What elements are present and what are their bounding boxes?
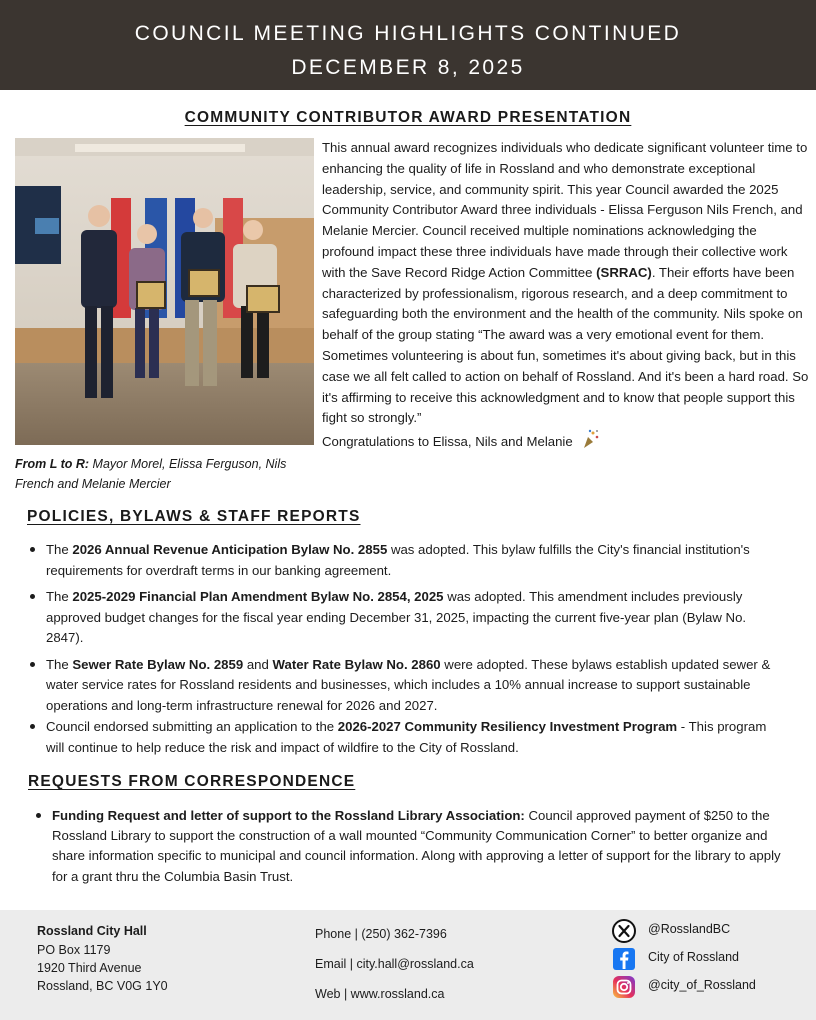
caption-names: Mayor Morel, Elissa Ferguson, Nils French and Melanie Mercier [15,457,287,491]
list-item [28,587,778,649]
address-line: 1920 Third Avenue [37,961,142,975]
address-block [37,922,168,995]
requests-list [34,806,784,887]
item-text: Council approved payment of $250 to the Rossland Library to support the construction of a wall mounted “Community Communication Corner” to better organize and share information specific to municipal and council information. Along with approving a letter of support for the library to apply for a grant thru the Columbia Basin Trust. [52,808,781,884]
contact-block [315,925,474,1015]
website-link[interactable]: Web | www.rossland.ca [315,987,445,1001]
list-item [28,655,778,717]
item-text: and [243,656,273,672]
caption-lead: From L to R: [15,457,90,471]
x-handle: @RosslandBC [648,922,731,936]
item-text: The [46,542,73,557]
congratulations-line: Congratulations to Elissa, Nils and Melanie [322,434,573,450]
award-body [322,138,812,453]
award-photo [15,138,314,445]
address-line: PO Box 1179 [37,943,111,957]
phone-number[interactable]: Phone | (250) 362-7396 [315,927,447,941]
list-item [28,717,778,758]
header-title: COUNCIL MEETING HIGHLIGHTS CONTINUED [134,22,682,45]
org-name: Rossland City Hall [37,924,147,938]
program-name: 2026-2027 Community Resiliency Investment Program [337,719,678,734]
item-text: were adopted. These bylaws establish updated sewer & water service rates for Rossland residents and businesses, which includes a 10% annual increase to support sustainable operations and long-term infrastructure renewal for 2026 and 2027. [46,656,771,713]
email-link[interactable]: Email | city.hall@rossland.ca [315,957,474,971]
confetti-icon [582,429,600,449]
page-footer [0,910,816,1020]
item-text: was adopted. This amendment includes previously approved budget changes for the fiscal year ending December 31, 2025, impacting the current five-year plan (Bylaw No. 2847). [46,589,747,645]
page-header [0,0,816,90]
policies-section-title: POLICIES, BYLAWS & STAFF REPORTS [27,508,361,525]
item-text: - This program will continue to help reduce the risk and impact of wildfire to the City of Rossland. [46,719,767,755]
award-body-text: This annual award recognizes individuals who dedicate significant volunteer time to enhancing the quality of life in Rossland and who demonstrate exceptional leadership, service, and community spirit. This year Council awarded the 2025 Community Contributor Award three individuals - Elissa Ferguson Nils French, and Melanie Mercier. Council received multiple nominations acknowledging the profound impact these three individuals have made through their collective work with the Save Record Ridge Action Committee [322,140,808,280]
bylaw-name: 2026 Annual Revenue Anticipation Bylaw No. 2855 [72,542,388,557]
facebook-icon [612,947,636,971]
bylaw-name: Water Rate Bylaw No. 2860 [272,656,441,672]
facebook-handle: City of Rossland [648,950,740,964]
list-item [34,806,784,887]
bylaw-name: 2025-2029 Financial Plan Amendment Bylaw No. 2854, 2025 [72,589,444,604]
x-icon [612,919,636,943]
policies-list [28,540,778,764]
item-text: The [46,589,73,604]
instagram-handle: @city_of_Rossland [648,978,756,992]
requests-section-title: REQUESTS FROM CORRESPONDENCE [28,773,356,790]
photo-caption [15,454,315,494]
item-text: Council endorsed submitting an application to the [46,719,338,734]
item-text: The [46,656,73,672]
srrac-acronym: (SRRAC) [596,264,652,280]
header-date: DECEMBER 8, 2025 [291,56,525,79]
list-item [28,540,778,581]
award-section-title: COMMUNITY CONTRIBUTOR AWARD PRESENTATION [184,109,632,126]
address-line: Rossland, BC V0G 1Y0 [37,979,168,993]
instagram-icon [612,975,636,999]
request-title: Funding Request and letter of support to the Rossland Library Association: [52,808,525,823]
item-text: was adopted. This bylaw fulfills the City's financial institution's requirements for overdraft terms in our banking agreement. [46,542,750,578]
award-body-text-cont: . Their efforts have been characterized by professionalism, rigorous research, and a deep commitment to safeguarding both the environment and the health of the community. Nils spoke on behalf of the group stating “The award was a very emotional event for them. Sometimes volunteering is about fun, sometimes it's about giving back, but in this case we all felt called to action on behalf of Rossland. And it's been a hard road. So it's affirming to receive this acknowledgment and to know that people support this fight so strongly.” [322,264,809,426]
bylaw-name: Sewer Rate Bylaw No. 2859 [72,656,244,672]
